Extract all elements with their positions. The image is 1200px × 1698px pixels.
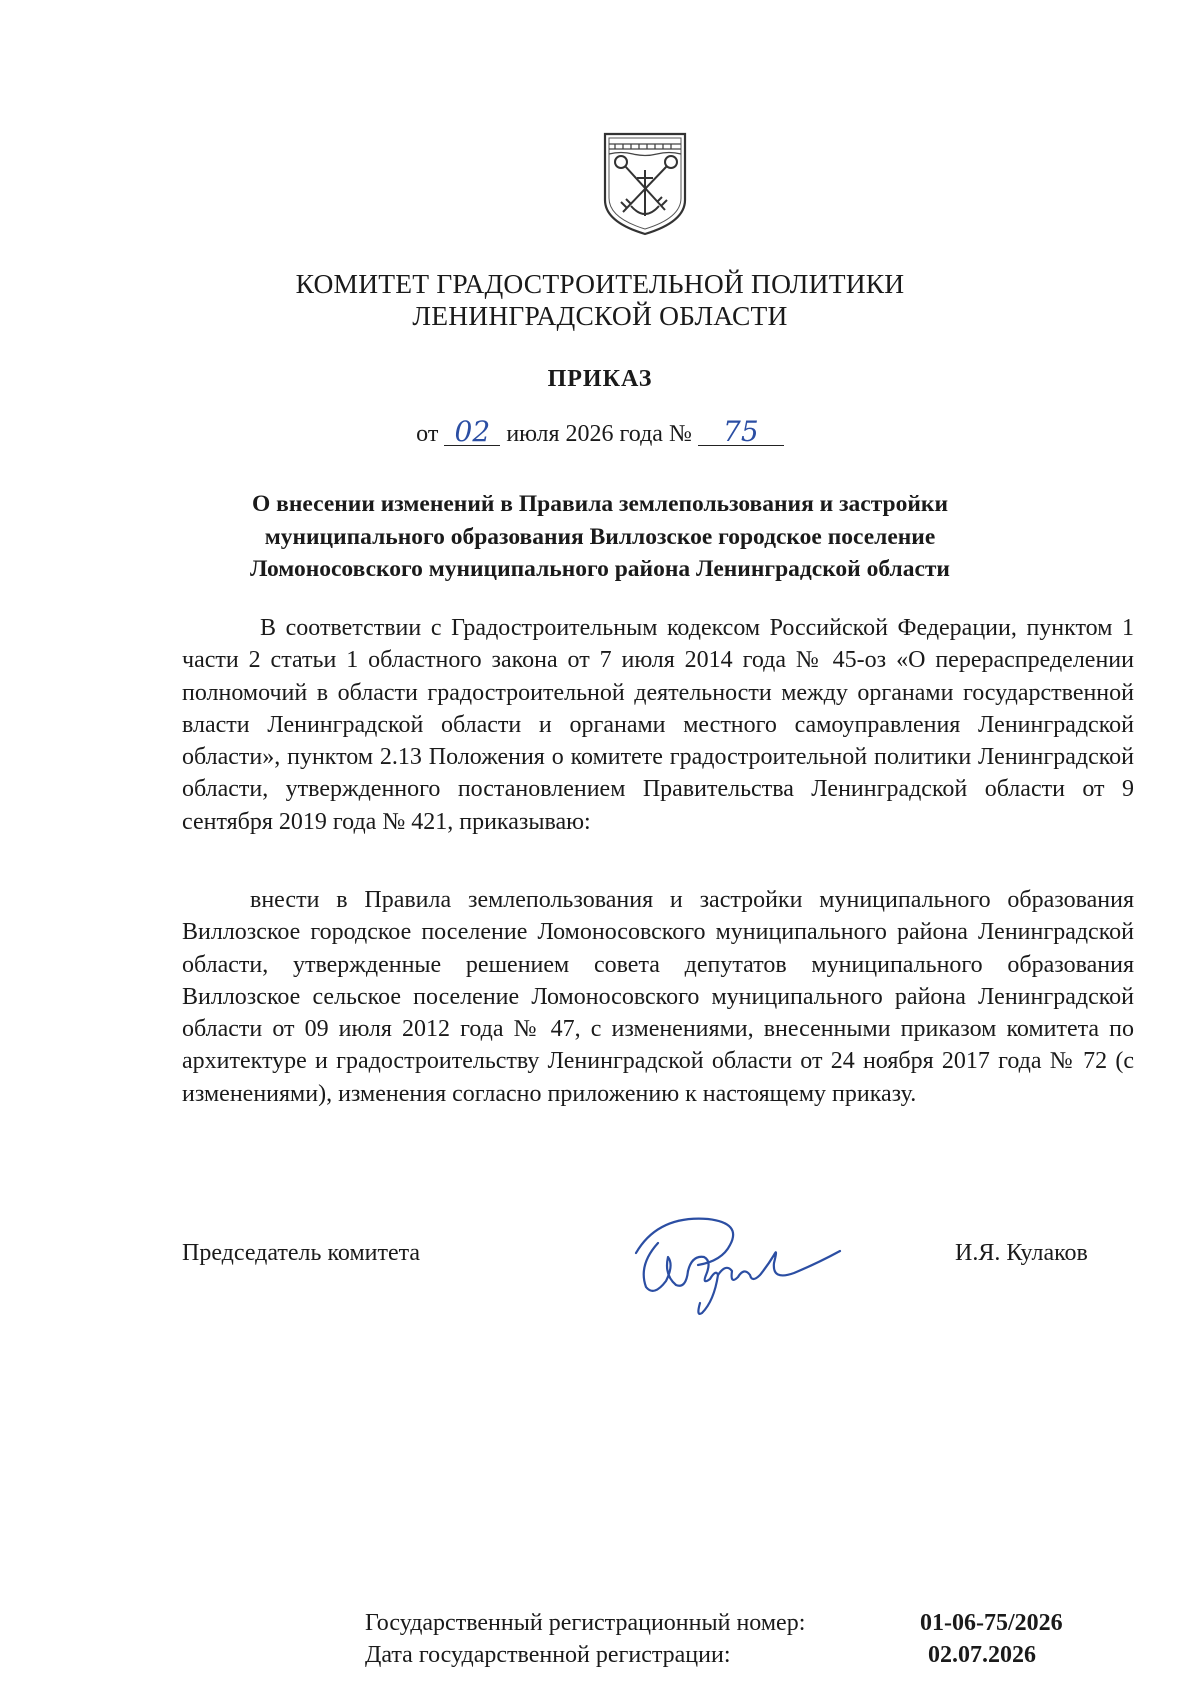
registration-number-label: Государственный регистрационный номер: <box>365 1610 806 1636</box>
date-rest: июля 2026 года № <box>506 421 692 447</box>
registration-date-label: Дата государственной регистрации: <box>365 1642 731 1668</box>
title-line2: муниципального образования Виллозское городское поселение <box>264 523 936 550</box>
signatory-role: Председатель комитета <box>182 1240 421 1266</box>
handwritten-signature <box>618 1205 873 1320</box>
organization-name-line2: ЛЕНИНГРАДСКОЙ ОБЛАСТИ <box>412 300 788 331</box>
date-prefix: от <box>416 421 439 447</box>
document-type: ПРИКАЗ <box>547 366 653 392</box>
body-paragraph-1: В соответствии с Градостроительным кодексом Российской Федерации, пунктом 1 части 2 статьи 1 областного закона от 7 июля 2014 года № 45-оз «О перераспределении полномочий в области градостроительной деятельности между органами государственной власти Ленинградской области и органами местного самоуправления Ленинградской области», пунктом 2.13 Положения о комитете градостроительной политики Ленинградской области, утвержденного постановлением Правительства Ленинградской области от 9 сентября 2019 года № 421, приказываю: <box>182 615 1134 835</box>
order-number-handwritten: 75 <box>698 419 784 446</box>
coat-of-arms-icon <box>601 130 689 238</box>
registration-date-value: 02.07.2026 <box>928 1642 1036 1668</box>
signatory-name: И.Я. Кулаков <box>955 1240 1088 1266</box>
document-title <box>140 488 1060 586</box>
date-line <box>0 415 1200 448</box>
date-day-handwritten: 02 <box>444 419 500 446</box>
body-paragraph-2: внести в Правила землепользования и застройки муниципального образования Виллозское городское поселение Ломоносовского муниципального района Ленинградской области, утвержденные решением совета депутатов муниципального образования Виллозское сельское поселение Ломоносовского муниципального района Ленинградской области от 09 июля 2012 года № 47, с изменениями, внесенными приказом комитета по архитектуре и градостроительству Ленинградской области от 24 ноября 2017 года № 72 (с изменениями), изменения согласно приложению к настоящему приказу. <box>182 887 1134 1107</box>
title-line3: Ломоносовского муниципального района Ленинградской области <box>250 556 950 582</box>
title-line1: О внесении изменений в Правила землепользования и застройки <box>252 491 948 517</box>
organization-name-line1: КОМИТЕТ ГРАДОСТРОИТЕЛЬНОЙ ПОЛИТИКИ <box>295 268 905 299</box>
registration-number-value: 01-06-75/2026 <box>920 1610 1063 1636</box>
